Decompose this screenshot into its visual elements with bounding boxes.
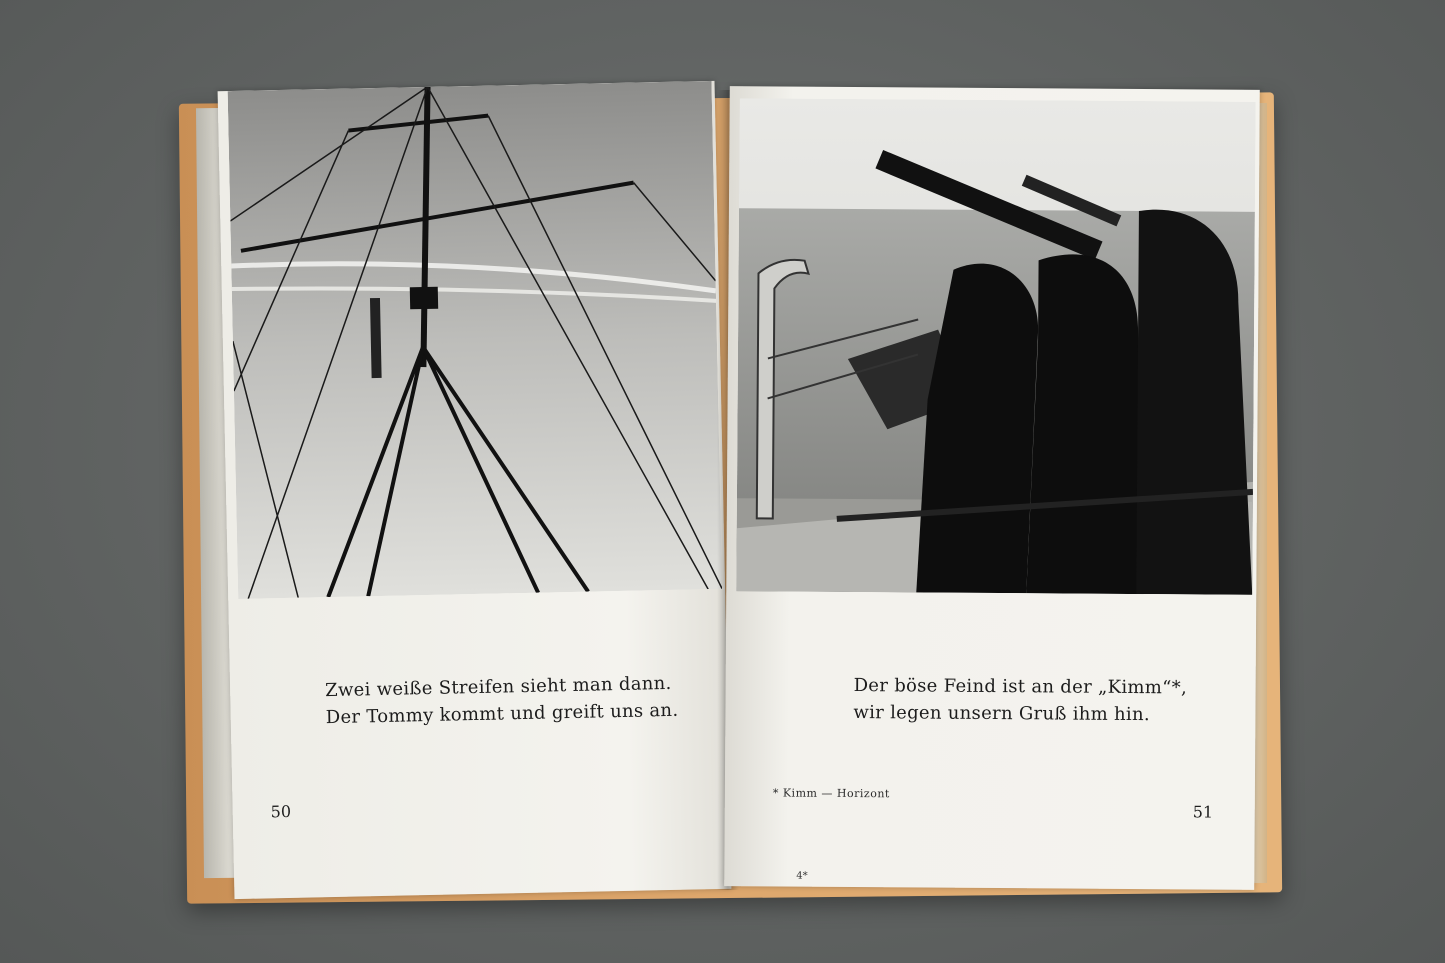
verse-left-line-2: Der Tommy kommt und greift uns an. [325, 699, 679, 729]
verse-right-line-2: wir legen unsern Gruß ihm hin. [853, 702, 1151, 726]
signature-mark: 4* [796, 870, 808, 882]
gun-crew-photo [736, 98, 1255, 595]
verse-right [853, 672, 1187, 728]
page-number-left: 50 [270, 801, 292, 822]
left-page [218, 81, 732, 899]
footnote: * Kimm — Horizont [772, 786, 890, 801]
page-number-right: 51 [1192, 802, 1214, 822]
verse-left [325, 670, 679, 731]
verse-right-line-1: Der böse Feind ist an der „Kimm“*, [853, 675, 1188, 699]
verse-left-line-1: Zwei weiße Streifen sieht man dann. [324, 672, 672, 702]
mast-photo [228, 81, 723, 599]
right-page [724, 86, 1260, 890]
